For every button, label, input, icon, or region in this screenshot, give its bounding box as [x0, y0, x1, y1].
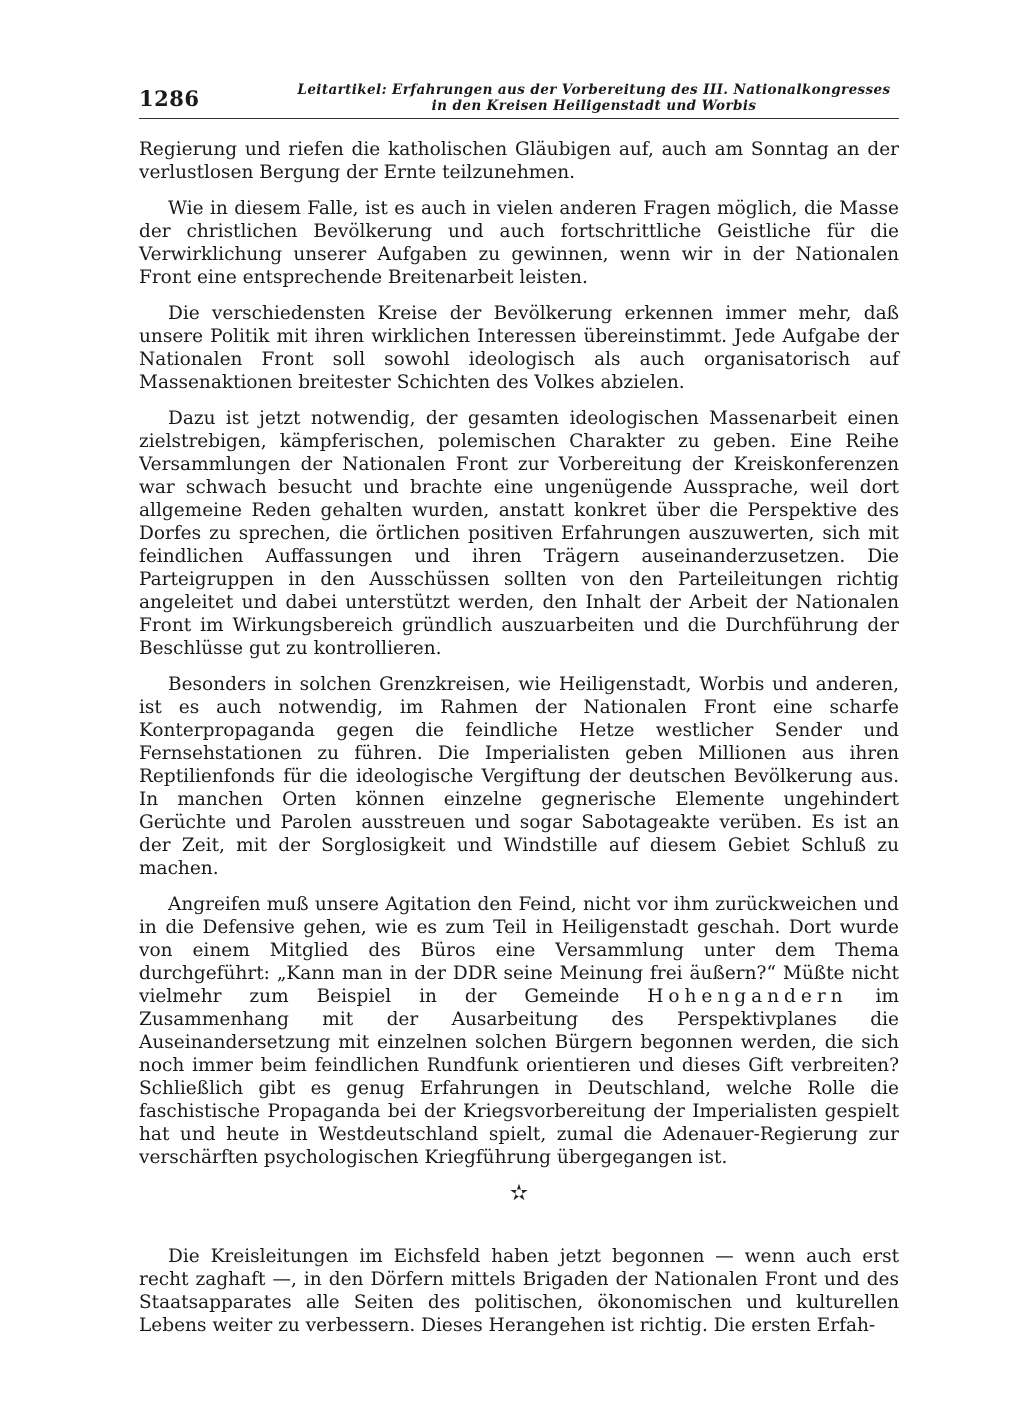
- paragraph-6-part-a: Angreifen muß unsere Agitation den Feind, nicht vor ihm zurückweichen und in die Defensive gehen, wie es zum Teil in Heiligenstadt geschah. Dort wurde von einem Mitglied des Büros eine Versammlung unter dem Thema durchgeführt: „Kann man in der DDR seine Meinung frei äußern?“ Müßte nicht vielmehr zum Beispiel in der Gemeinde: [139, 894, 899, 1007]
- paragraph-5: Besonders in solchen Grenzkreisen, wie Heiligenstadt, Worbis und anderen, ist es auch notwendig, im Rahmen der Nationalen Front eine scharfe Konterpropaganda gegen die feindliche Hetze westlicher Sender und Fernsehstationen zu führen. Die Imperialisten geben Millionen aus ihren Reptilienfonds für die ideologische Vergiftung der deutschen Bevölkerung aus. In manchen Orten können einzelne gegnerische Elemente ungehindert Gerüchte und Parolen ausstreuen und sogar Sabotageakte verüben. Es ist an der Zeit, mit der Sorglosigkeit und Windstille auf diesem Gebiet Schluß zu machen.: [139, 674, 899, 879]
- article-body: [139, 138, 899, 1350]
- running-title-line-2: in den Kreisen Heiligenstadt und Worbis: [431, 98, 757, 114]
- paragraph-2: Wie in diesem Falle, ist es auch in vielen anderen Fragen möglich, die Masse der christlichen Bevölkerung und auch fortschrittliche Geistliche für die Verwirklichung unserer Aufgaben zu gewinnen, wenn wir in der Nationalen Front eine entsprechende Breitenarbeit leisten.: [139, 198, 899, 288]
- paragraph-4: Dazu ist jetzt notwendig, der gesamten ideologischen Massenarbeit einen zielstrebigen, kämpferischen, polemischen Charakter zu geben. Eine Reihe Versammlungen der Nationalen Front zur Vorbereitung der Kreiskonferenzen war schwach besucht und brachte eine ungenügende Aussprache, weil dort allgemeine Reden gehalten wurden, anstatt konkret über die Perspektive des Dorfes zu sprechen, die örtlichen positiven Erfahrungen auszuwerten, sich mit feindlichen Auffassungen und ihren Trägern auseinanderzusetzen. Die Parteigruppen in den Ausschüssen sollten von den Parteileitungen richtig angeleitet und dabei unterstützt werden, den Inhalt der Arbeit der Nationalen Front im Wirkungsbereich gründlich auszuarbeiten und die Durchführung der Beschlüsse gut zu kontrollieren.: [139, 408, 899, 659]
- paragraph-3: Die verschiedensten Kreise der Bevölkerung erkennen immer mehr, daß unsere Politik mit ihren wirklichen Interessen übereinstimmt. Jede Aufgabe der Nationalen Front soll sowohl ideologisch als auch organisatorisch auf Massenaktionen breitester Schichten des Volkes abzielen.: [139, 303, 899, 393]
- page-header: [139, 78, 899, 119]
- page-number: 1286: [139, 86, 200, 111]
- running-title-line-1: Leitartikel: Erfahrungen aus der Vorbereitung des III. Nationalkongresses: [297, 82, 891, 98]
- place-name-emphasis: Hohengandern: [647, 986, 848, 1007]
- paragraph-6: [139, 893, 899, 1169]
- running-title: [289, 82, 899, 114]
- paragraph-1: Regierung und riefen die katholischen Gläubigen auf, auch am Sonntag an der verlustlosen Bergung der Ernte teilzunehmen.: [139, 139, 899, 183]
- paragraph-7: Die Kreisleitungen im Eichsfeld haben jetzt begonnen — wenn auch erst recht zaghaft —, in den Dörfern mittels Brigaden der Nationalen Front und des Staatsapparates alle Seiten des politischen, ökonomischen und kulturellen Lebens weiter zu verbessern. Dieses Herangehen ist richtig. Die ersten Erfah-: [139, 1246, 899, 1336]
- section-star-icon: ✫: [509, 1181, 529, 1206]
- paragraph-6-part-b: im Zusammenhang mit der Ausarbeitung des Perspektivplanes die Auseinandersetzung mit einzelnen solchen Bürgern begonnen werden, die sich noch immer beim feindlichen Rundfunk orientieren und dieses Gift verbreiten? Schließlich gibt es genug Erfahrungen in Deutschland, welche Rolle die faschistische Propaganda bei der Kriegsvorbereitung der Imperialisten gespielt hat und heute in Westdeutschland spielt, zumal die Adenauer-Regierung zur verschärften psychologischen Kriegführung übergegangen ist.: [139, 986, 899, 1168]
